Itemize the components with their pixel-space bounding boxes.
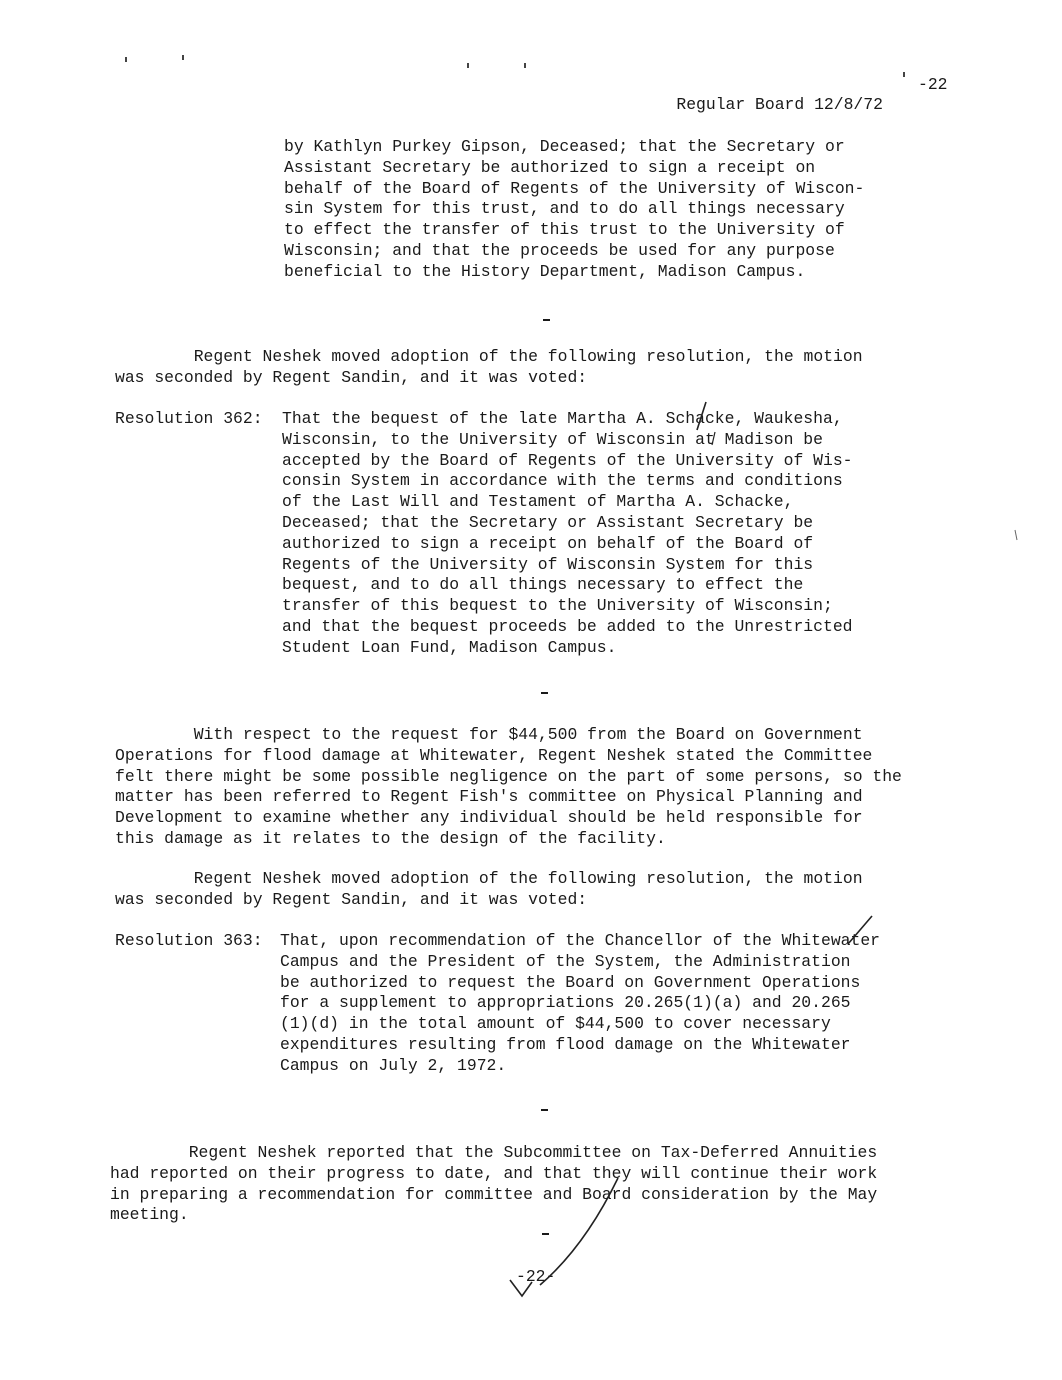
scan-speck	[125, 57, 127, 62]
paragraph-trust-continuation: by Kathlyn Purkey Gipson, Deceased; that the Secretary or Assistant Secretary be authorized to sign a receipt on behalf of the Board of Regents of the University of Wiscon- sin System for this trust, and to do all things necessary to effect the transfer of this trust to the University of Wisconsin; and that the proceeds be used for any purpose beneficial to the History Department, Madison Campus.	[284, 137, 865, 281]
scan-speck	[182, 55, 184, 60]
header-title: Regular Board 12/8/72	[676, 95, 883, 114]
scan-speck	[524, 63, 526, 68]
paragraph-motion-363: Regent Neshek moved adoption of the following resolution, the motion was seconded by Regent Sandin, and it was voted:	[115, 869, 863, 909]
header-page-number: -22	[918, 75, 948, 94]
paragraph-flood-damage: With respect to the request for $44,500 from the Board on Government Operations for flood damage at Whitewater, Regent Neshek stated the Committee felt there might be some possible negligence on the part of some persons, so the matter has been referred to Regent Fish's committee on Physical Planning and Development to examine whether any individual should be held responsible for this damage as it relates to the design of the facility.	[115, 725, 902, 848]
paragraph-annuities-report: Regent Neshek reported that the Subcommittee on Tax-Deferred Annuities had reported on their progress to date, and that they will continue their work in preparing a recommendation for committee and Board consideration by the May meeting.	[110, 1143, 878, 1225]
page-footer-number: -22-	[516, 1267, 556, 1286]
section-divider	[541, 1109, 548, 1111]
section-divider	[543, 319, 550, 321]
scan-speck	[467, 63, 469, 68]
resolution-362-label: Resolution 362:	[115, 409, 263, 428]
resolution-362-text: That the bequest of the late Martha A. Schacke, Waukesha, Wisconsin, to the University of Wisconsin at Madison be accepted by the Board of Regents of the University of Wis- consin System in accordance with the terms and conditions of the Last Will and Testament of Martha A. Schacke, Deceased; that the Secretary or Assistant Secretary be authorized to sign a receipt on behalf of the Board of Regents of the University of Wisconsin System for this bequest, and to do all things necessary to effect the transfer of this bequest to the University of Wisconsin; and that the bequest proceeds be added to the Unrestricted Student Loan Fund, Madison Campus.	[282, 409, 853, 657]
margin-speck	[1015, 530, 1017, 540]
resolution-363-label: Resolution 363:	[115, 931, 263, 950]
section-divider	[542, 1233, 549, 1235]
scan-speck	[903, 72, 905, 77]
section-divider	[541, 692, 548, 694]
paragraph-motion-362: Regent Neshek moved adoption of the following resolution, the motion was seconded by Regent Sandin, and it was voted:	[115, 347, 863, 387]
resolution-363-text: That, upon recommendation of the Chancellor of the Whitewater Campus and the President of the System, the Administration be authorized to request the Board on Government Operations for a supplement to appropriations 20.265(1)(a) and 20.265 (1)(d) in the total amount of $44,500 to cover necessary expenditures resulting from flood damage on the Whitewater Campus on July 2, 1972.	[280, 931, 880, 1075]
